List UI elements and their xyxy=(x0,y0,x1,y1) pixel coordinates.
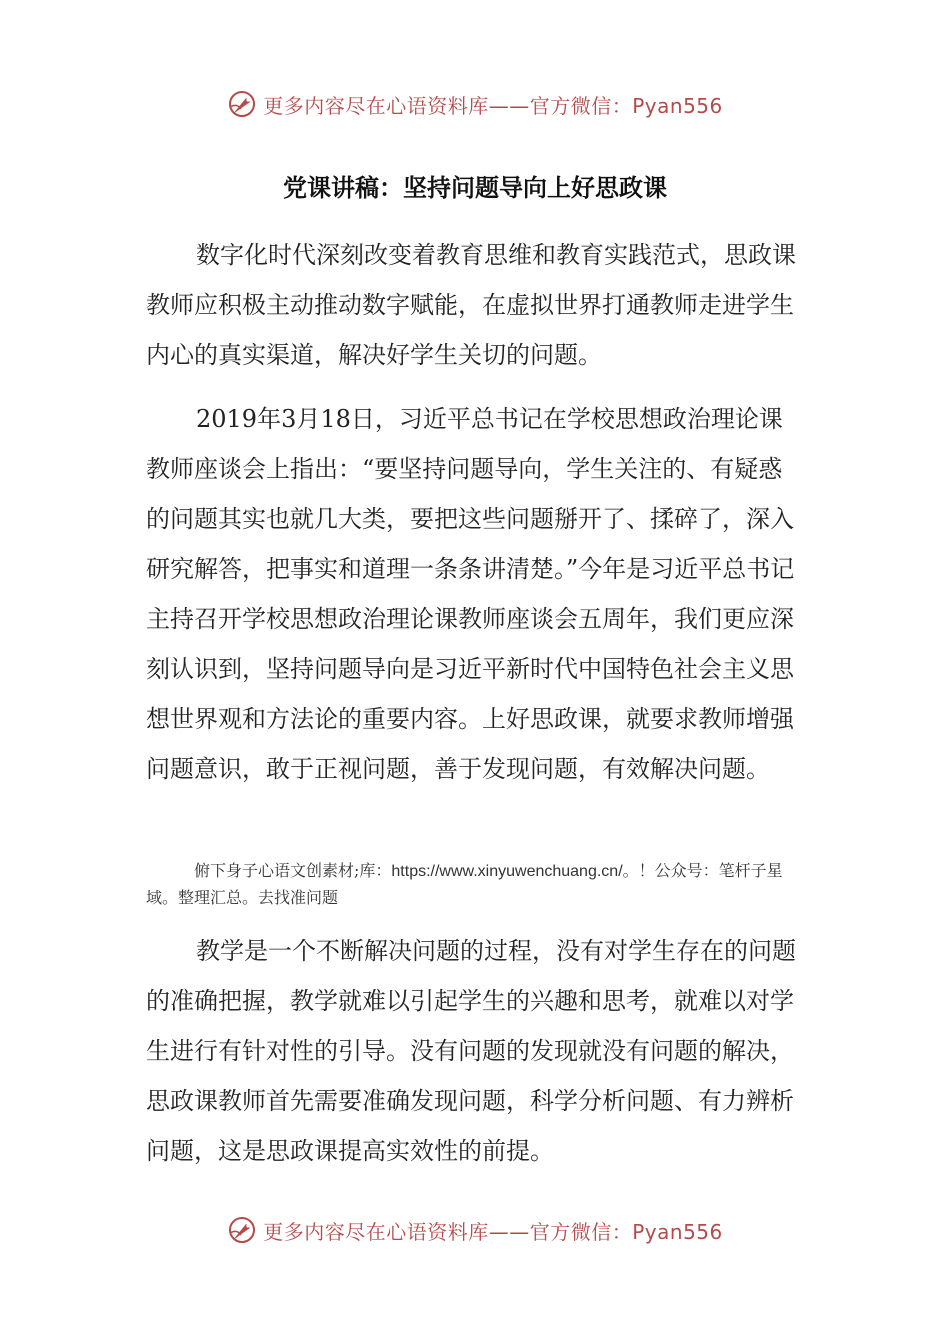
paragraph-1: 数字化时代深刻改变着教育思维和教育实践范式，思政课教师应积极主动推动数字赋能，在虚拟世界打通教师走进学生内心的真实渠道，解决好学生关切的问题。 xyxy=(146,241,796,369)
header-banner xyxy=(0,84,950,124)
source-note xyxy=(146,858,806,911)
note-suffix: 。！公众号：笔杆子星域。整理汇总。去找准问题 xyxy=(146,861,783,907)
banner-text: 更多内容尽在心语资料库——官方微信：Pyan556 xyxy=(263,93,723,118)
paragraph-2: 2019年3月18日，习近平总书记在学校思想政治理论课教师座谈会上指出：“要坚持问题导向，学生关注的、有疑惑的问题其实也就几大类，要把这些问题掰开了、揉碎了，深入研究解答，把事实和道理一条条讲清楚。”今年是习近平总书记主持召开学校思想政治理论课教师座谈会五周年，我们更应深刻认识到，坚持问题导向是习近平新时代中国特色社会主义思想世界观和方法论的重要内容。上好思政课，就要求教师增强问题意识，敢于正视问题，善于发现问题，有效解决问题。 xyxy=(146,405,795,783)
wechat-id: Pyan556 xyxy=(632,1219,723,1244)
footer-banner xyxy=(0,1210,950,1250)
wechat-id: Pyan556 xyxy=(632,93,723,118)
pen-nib-logo-icon xyxy=(227,1215,257,1245)
pen-nib-logo-icon xyxy=(227,89,257,119)
note-prefix: 俯下身子心语文创素材;库： xyxy=(194,861,392,880)
document-title: 党课讲稿：坚持问题导向上好思政课 xyxy=(283,174,667,202)
source-link[interactable]: https://www.xinyuwenchuang.cn/ xyxy=(391,863,623,880)
banner-text: 更多内容尽在心语资料库——官方微信：Pyan556 xyxy=(263,1219,723,1244)
paragraph-3: 教学是一个不断解决问题的过程，没有对学生存在的问题的准确把握，教学就难以引起学生的兴趣和思考，就难以对学生进行有针对性的引导。没有问题的发现就没有问题的解决，思政课教师首先需要准确发现问题，科学分析问题、有力辨析问题，这是思政课提高实效性的前提。 xyxy=(146,937,796,1165)
